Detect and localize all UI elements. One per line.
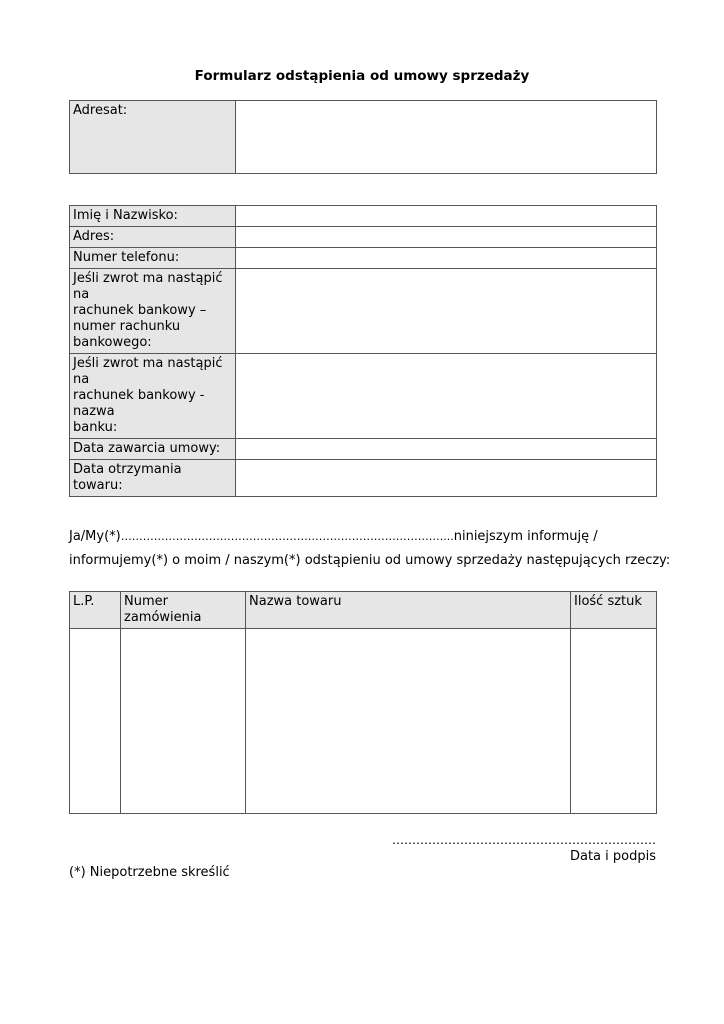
buyer-row-account-number — [70, 269, 657, 354]
account-number-label-line: rachunek bankowy – — [73, 303, 207, 318]
buyer-row-address — [70, 227, 657, 248]
buyer-details-table — [69, 205, 657, 497]
declaration-line-1 — [69, 529, 669, 545]
phone-field[interactable] — [236, 248, 657, 269]
account-number-label-line: bankowego: — [73, 335, 152, 350]
bank-name-label-line: nazwa — [73, 404, 115, 419]
buyer-row-phone — [70, 248, 657, 269]
contract-date-field[interactable] — [236, 439, 657, 460]
signature-label: Data i podpis — [569, 849, 656, 864]
bank-name-field[interactable] — [236, 354, 657, 439]
lp-cell[interactable] — [70, 629, 121, 814]
addressee-row — [70, 101, 657, 174]
quantity-cell[interactable] — [571, 629, 657, 814]
account-number-label-line: numer rachunku — [73, 319, 181, 334]
address-field[interactable] — [236, 227, 657, 248]
addressee-field[interactable] — [236, 101, 657, 174]
address-label: Adres: — [70, 227, 236, 248]
addressee-label: Adresat: — [70, 101, 236, 174]
bank-name-label-line: banku: — [73, 420, 118, 435]
name-field[interactable] — [236, 206, 657, 227]
bank-name-label — [70, 354, 236, 439]
buyer-row-name — [70, 206, 657, 227]
buyer-row-receipt-date — [70, 460, 657, 497]
account-number-label-line: Jeśli zwrot ma nastąpić na — [73, 271, 223, 302]
signature-line[interactable]: ………………………………………………………… — [392, 833, 656, 847]
declaration-line-2: informujemy(*) o moim / naszym(*) odstąpieniu od umowy sprzedaży następujących rzeczy: — [69, 553, 671, 568]
column-header-product-name: Nazwa towaru — [246, 592, 571, 629]
declaration-prefix: Ja/My(*) — [69, 529, 121, 544]
bank-name-label-line: rachunek bankowy - — [73, 388, 205, 403]
product-name-cell[interactable] — [246, 629, 571, 814]
order-number-cell[interactable] — [121, 629, 246, 814]
receipt-date-label: Data otrzymania towaru: — [70, 460, 236, 497]
items-header-row — [70, 592, 657, 629]
items-table — [69, 591, 657, 814]
phone-label: Numer telefonu: — [70, 248, 236, 269]
buyer-row-contract-date — [70, 439, 657, 460]
receipt-date-field[interactable] — [236, 460, 657, 497]
declaration-blank[interactable]: …………………………………………………………………………….... — [120, 530, 454, 543]
contract-date-label: Data zawarcia umowy: — [70, 439, 236, 460]
name-label: Imię i Nazwisko: — [70, 206, 236, 227]
table-row — [70, 629, 657, 814]
footnote: (*) Niepotrzebne skreślić — [69, 865, 230, 880]
account-number-field[interactable] — [236, 269, 657, 354]
column-header-lp: L.P. — [70, 592, 121, 629]
buyer-row-bank-name — [70, 354, 657, 439]
column-header-order-number: Numer zamówienia — [121, 592, 246, 629]
bank-name-label-line: Jeśli zwrot ma nastąpić na — [73, 356, 223, 387]
addressee-table — [69, 100, 657, 174]
account-number-label — [70, 269, 236, 354]
form-title: Formularz odstąpienia od umowy sprzedaży — [194, 68, 530, 84]
declaration-suffix: niniejszym informuję / — [453, 529, 598, 544]
column-header-quantity: Ilość sztuk — [571, 592, 657, 629]
